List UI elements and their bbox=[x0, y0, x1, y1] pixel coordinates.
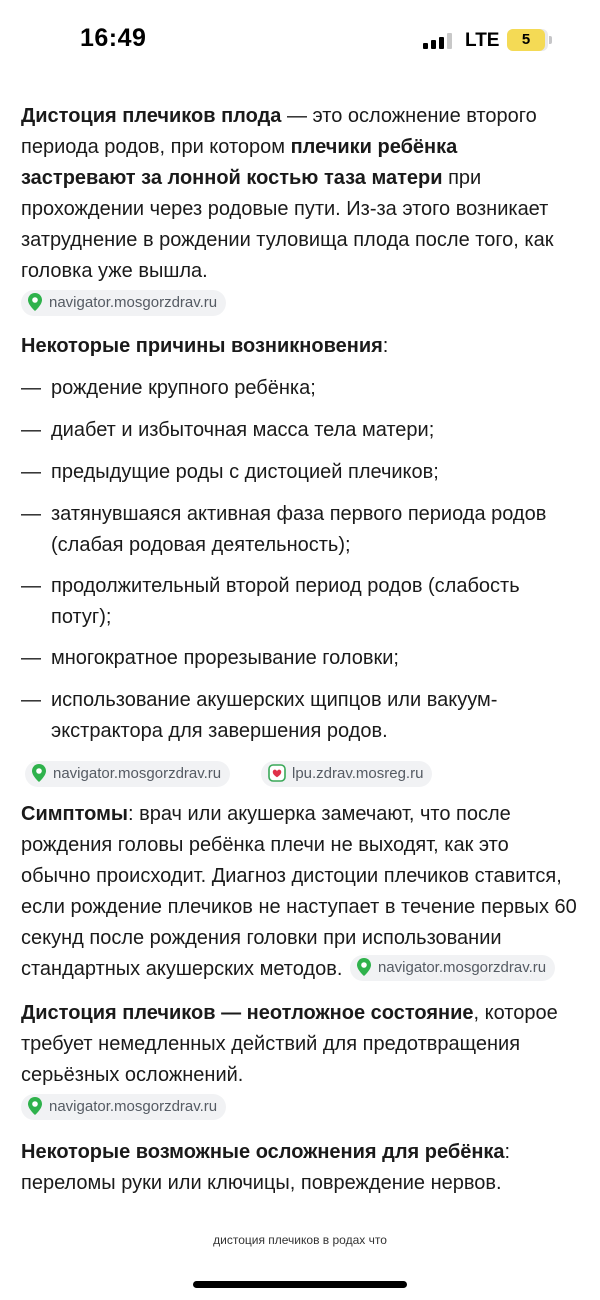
intro-text-end: при прохождении через родовые пути. Из-за этого возникает затруднение в рождении туловища плода после того, как головка уже вышла. bbox=[21, 167, 554, 282]
answer-content bbox=[21, 101, 577, 1199]
list-item bbox=[21, 571, 577, 633]
search-query-caption[interactable]: дистоция плечиков в родах что bbox=[213, 1233, 387, 1247]
dash-bullet: — bbox=[21, 461, 41, 483]
list-item-text: многократное прорезывание головки; bbox=[51, 647, 399, 669]
source-chip[interactable] bbox=[21, 290, 226, 316]
symptoms-label: Симптомы bbox=[21, 803, 128, 825]
causes-list bbox=[21, 373, 577, 747]
cellular-signal-icon bbox=[423, 33, 453, 49]
status-bar bbox=[0, 0, 600, 80]
source-chip[interactable] bbox=[350, 955, 555, 981]
causes-heading-text: Некоторые причины возникновения bbox=[21, 335, 383, 357]
source-chip[interactable] bbox=[21, 1094, 226, 1120]
intro-highlight: плечики ребёнка застревают за лонной костью таза матери bbox=[21, 136, 458, 189]
source-chip-label: navigator.mosgorzdrav.ru bbox=[53, 765, 222, 782]
map-pin-icon bbox=[357, 958, 371, 976]
causes-heading-colon: : bbox=[382, 335, 389, 357]
source-chip-label: navigator.mosgorzdrav.ru bbox=[377, 958, 547, 976]
list-item-text: рождение крупного ребёнка; bbox=[51, 377, 316, 399]
emergency-paragraph bbox=[21, 998, 577, 1091]
map-pin-icon bbox=[32, 764, 46, 782]
complications-text: : переломы руки или ключицы, повреждение нервов. bbox=[21, 1141, 511, 1194]
home-indicator[interactable] bbox=[193, 1281, 407, 1288]
list-item-text: использование акушерских щипцов или вакуум-экстрактора для завершения родов. bbox=[51, 689, 498, 742]
source-chip-label: lpu.zdrav.mosreg.ru bbox=[292, 765, 424, 782]
source-chips bbox=[21, 747, 577, 793]
complications-label: Некоторые возможные осложнения для ребёнка bbox=[21, 1141, 505, 1163]
intro-text: — это осложнение второго периода родов, при котором bbox=[21, 105, 537, 158]
source-chip[interactable] bbox=[25, 761, 230, 787]
source-chip[interactable] bbox=[261, 761, 432, 787]
source-chips bbox=[21, 1091, 577, 1131]
list-item bbox=[21, 457, 577, 488]
emergency-text: , которое требует немедленных действий для предотвращения серьёзных осложнений. bbox=[21, 1002, 558, 1086]
battery-tip bbox=[549, 36, 552, 44]
list-item-text: продолжительный второй период родов (слабость потуг); bbox=[51, 575, 520, 628]
battery-icon bbox=[507, 29, 548, 51]
list-item bbox=[21, 499, 577, 561]
list-item bbox=[21, 685, 577, 747]
dash-bullet: — bbox=[21, 689, 41, 711]
source-chips bbox=[21, 287, 577, 329]
complications-paragraph bbox=[21, 1137, 577, 1199]
symptoms-text: : врач или акушерка замечают, что после рождения головы ребёнка плечи не выходят, как это обычно происходит. Диагноз дистоции плечиков ставится, если рождение плечиков не наступает в течение первых 60 секунд после рождения головки при использовании стандартных акушерских методов. bbox=[21, 803, 577, 980]
dash-bullet: — bbox=[21, 377, 41, 399]
list-item-text: предыдущие роды с дистоцией плечиков; bbox=[51, 461, 439, 483]
list-item bbox=[21, 373, 577, 404]
dash-bullet: — bbox=[21, 647, 41, 669]
list-item-text: затянувшаяся активная фаза первого периода родов (слабая родовая деятельность); bbox=[51, 503, 547, 556]
intro-term: Дистоция плечиков плода bbox=[21, 105, 282, 127]
dash-bullet: — bbox=[21, 575, 41, 597]
battery-level: 5 bbox=[521, 31, 531, 48]
source-chip-label: navigator.mosgorzdrav.ru bbox=[49, 294, 218, 311]
intro-paragraph bbox=[21, 101, 577, 287]
heart-badge-icon bbox=[268, 764, 286, 782]
status-time: 16:49 bbox=[80, 24, 147, 52]
network-type: LTE bbox=[465, 30, 500, 51]
symptoms-paragraph bbox=[21, 799, 577, 985]
list-item-text: диабет и избыточная масса тела матери; bbox=[51, 419, 435, 441]
map-pin-icon bbox=[28, 293, 42, 311]
list-item bbox=[21, 415, 577, 446]
dash-bullet: — bbox=[21, 419, 41, 441]
causes-heading bbox=[21, 331, 577, 362]
list-item bbox=[21, 643, 577, 674]
dash-bullet: — bbox=[21, 503, 41, 525]
map-pin-icon bbox=[28, 1097, 42, 1115]
source-chip-label: navigator.mosgorzdrav.ru bbox=[49, 1098, 218, 1115]
emergency-label: Дистоция плечиков — неотложное состояние bbox=[21, 1002, 474, 1024]
